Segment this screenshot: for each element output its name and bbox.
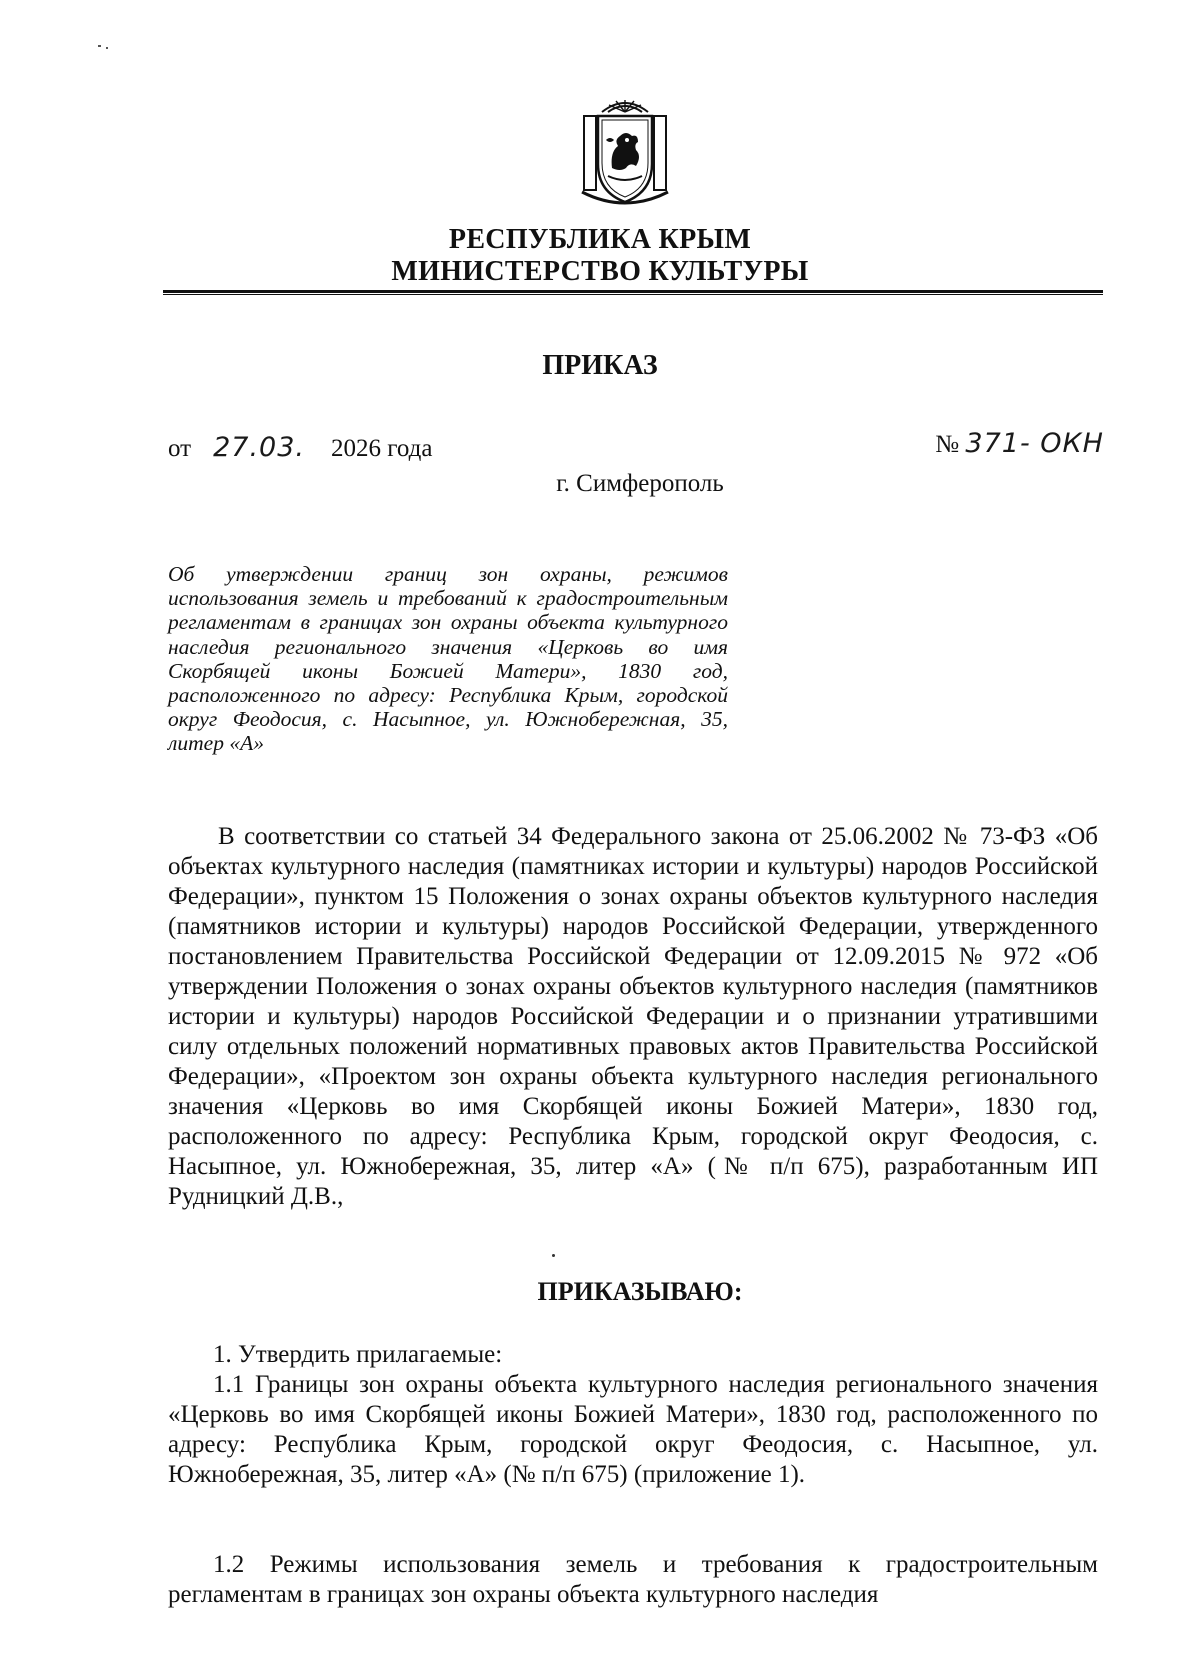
coat-of-arms-crimea-icon bbox=[580, 96, 670, 208]
header-divider bbox=[163, 290, 1103, 293]
date-year: 2026 года bbox=[331, 435, 433, 462]
preamble-paragraph: В соответствии со статьей 34 Федерального закона от 25.06.2002 № 73-ФЗ «Об объектах культурного наследия (памятниках истории и культуры) народов Российской Федерации», пунктом 15 Положения о зонах охраны объектов культурного наследия (памятников истории и культуры) народов Российской Федерации, утвержденного постановлением Правительства Российской Федерации от 12.09.2015 № 972 «Об утверждении Положения о зонах охраны объектов культурного наследия (памятников истории и культуры) народов Российской Федерации и о признании утратившими силу отдельных положений нормативных правовых актов Правительства Российской Федерации», «Проектом зон охраны объекта культурного наследия регионального значения «Церковь во имя Скорбящей иконы Божией Матери», 1830 год, расположенного по адресу: Республика Крым, городской округ Феодосия, с. Насыпное, ул. Южнобережная, 35, литер «А» (№ п/п 675), разработанным ИП Рудницкий Д.В., bbox=[168, 823, 1098, 1210]
scan-speck bbox=[552, 1254, 555, 1257]
document-city: г. Симферополь bbox=[556, 470, 724, 497]
header-divider-thin bbox=[163, 294, 1103, 295]
scan-speck bbox=[106, 47, 108, 49]
document-number bbox=[935, 428, 1104, 459]
order-item-1-1: 1.1 Границы зон охраны объекта культурного наследия регионального значения «Церковь во имя Скорбящей иконы Божией Матери», 1830 год, расположенного по адресу: Республика Крым, городской округ Феодосия, с. Насыпное, ул. Южнобережная, 35, литер «А» (№ п/п 675) (приложение 1). bbox=[168, 1371, 1098, 1488]
number-handwritten: 371- ОКН bbox=[965, 428, 1104, 459]
document-type-title: ПРИКАЗ bbox=[542, 350, 658, 381]
scan-speck bbox=[98, 45, 101, 47]
date-prefix: от bbox=[168, 435, 192, 462]
order-heading: ПРИКАЗЫВАЮ: bbox=[537, 1277, 743, 1306]
date-handwritten: 27.03. bbox=[213, 432, 305, 463]
order-item-1: 1. Утвердить прилагаемые: bbox=[213, 1341, 503, 1368]
document-subject: Об утверждении границ зон охраны, режимов использования земель и требований к градостроительным регламентам в границах зон охраны объекта культурного наследия регионального значения «Церковь во имя Скорбящей иконы Божией Матери», 1830 год, расположенного по адресу: Республика Крым, городской округ Феодосия, с. Насыпное, ул. Южнобережная, 35, литер «А» bbox=[168, 562, 728, 756]
ministry-title: МИНИСТЕРСТВО КУЛЬТУРЫ bbox=[391, 256, 809, 287]
order-item-1-2: 1.2 Режимы использования земель и требования к градостроительным регламентам в границах зон охраны объекта культурного наследия bbox=[168, 1551, 1098, 1608]
number-prefix: № bbox=[935, 431, 960, 458]
document-date bbox=[168, 432, 432, 463]
republic-title: РЕСПУБЛИКА КРЫМ bbox=[448, 224, 752, 255]
